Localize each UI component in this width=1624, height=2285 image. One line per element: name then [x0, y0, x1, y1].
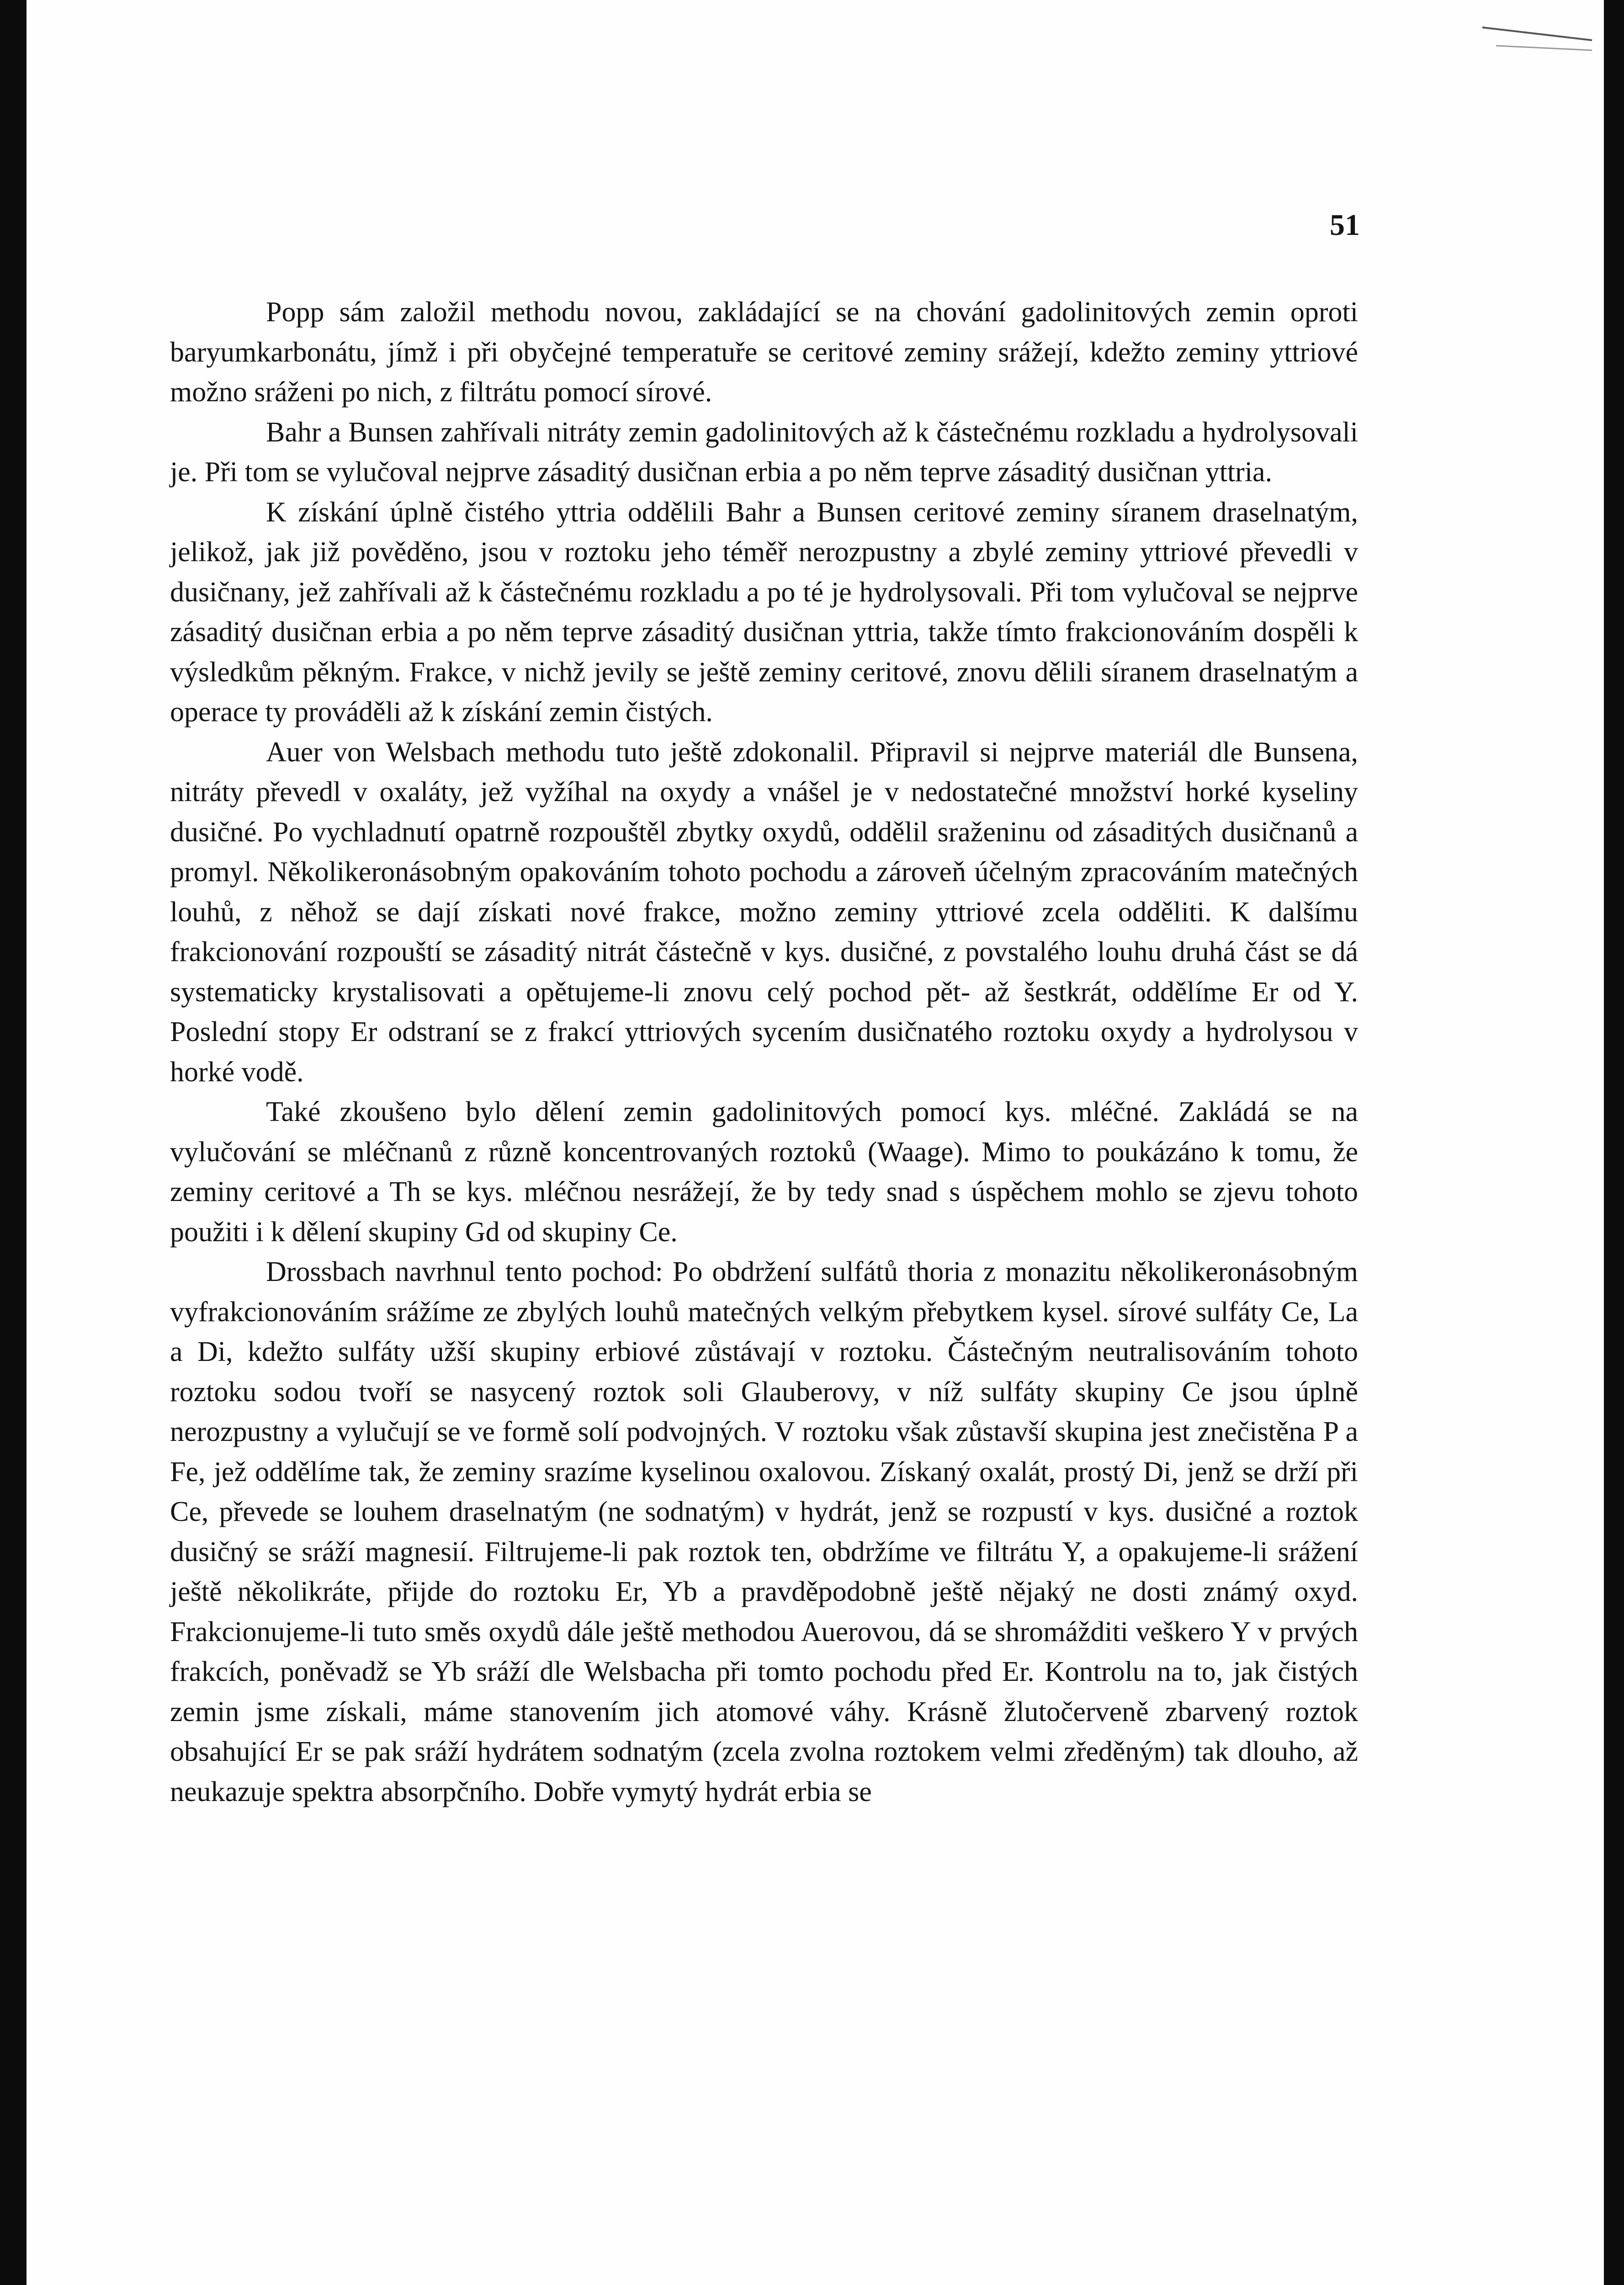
- page-number: 51: [1330, 208, 1360, 242]
- scan-border-right: [1604, 0, 1624, 2285]
- paragraph-popp: Popp sám založil methodu novou, zakládající se na chování gadolinitových zemin oproti baryumkarbonátu, jímž i při obyčejné temperatuře se ceritové zeminy srážejí, kdežto zeminy yttriové možno sráženi po nich, z filtrátu pomocí sírové.: [170, 297, 1358, 408]
- scan-border-left: [0, 0, 27, 2285]
- body-text: [170, 292, 1358, 1812]
- paragraph-bahr-bunsen: Bahr a Bunsen zahřívali nitráty zemin gadolinitových až k částečnému rozkladu a hydrolysovali je. Při tom se vylučoval nejprve zásaditý dusičnan erbia a po něm teprve zásaditý dusičnan yttria.: [170, 416, 1358, 488]
- scan-corner-mark: [1478, 18, 1597, 59]
- paragraph-lactic-acid: Také zkoušeno bylo dělení zemin gadolinitových pomocí kys. mléčné. Zakládá se na vylučování se mléčnanů z různě koncentrovaných roztoků (Waage). Mimo to poukázáno k tomu, že zeminy ceritové a Th se kys. mléčnou nesrážejí, že by tedy snad s úspěchem mohlo se zjevu tohoto použiti i k dělení skupiny Gd od skupiny Ce.: [170, 1096, 1358, 1248]
- paragraph-pure-yttrium: K získání úplně čistého yttria oddělili Bahr a Bunsen ceritové zeminy síranem draselnatým, jelikož, jak již pověděno, jsou v roztoku jeho téměř nerozpustny a zbylé zeminy yttriové převedli v dusičnany, jež zahřívali až k částečnému rozkladu a po té je hydrolysovali. Při tom vylučoval se nejprve zásaditý dusičnan erbia a po něm teprve zásaditý dusičnan yttria, takže tímto frakcionováním dospěli k výsledkům pěkným. Frakce, v nichž jevily se ještě zeminy ceritové, znovu dělili síranem draselnatým a operace ty prováděli až k získání zemin čistých.: [170, 496, 1358, 728]
- paragraph-auer-von-welsbach: Auer von Welsbach methodu tuto ještě zdokonalil. Připravil si nejprve materiál dle Bunsena, nitráty převedl v oxaláty, jež vyžíhal na oxydy a vnášel je v nedostatečné množství horké kyseliny dusičné. Po vychladnutí opatrně rozpouštěl zbytky oxydů, oddělil sraženinu od zásaditých dusičnanů a promyl. Několikeronásobným opakováním tohoto pochodu a zároveň účelným zpracováním matečných louhů, z něhož se dají získati nové frakce, možno zeminy yttriové zcela odděliti. K dalšímu frakcionování rozpouští se zásaditý nitrát částečně v kys. dusičné, z povstalého louhu druhá část se dá systematicky krystalisovati a opětujeme-li znovu celý pochod pět- až šestkrát, oddělíme Er od Y. Poslední stopy Er odstraní se z frakcí yttriových sycením dusičnatého roztoku oxydy a hydrolysou v horké vodě.: [170, 736, 1358, 1088]
- paragraph-drossbach: Drossbach navrhnul tento pochod: Po obdržení sulfátů thoria z monazitu několikeronásobným vyfrakcionováním srážíme ze zbylých louhů matečných velkým přebytkem kysel. sírové sulfáty Ce, La a Di, kdežto sulfáty užší skupiny erbiové zůstávají v roztoku. Částečným neutralisováním tohoto roztoku sodou tvoří se nasycený roztok soli Glauberovy, v níž sulfáty skupiny Ce jsou úplně nerozpustny a vylučují se ve formě solí podvojných. V roztoku však zůstavší skupina jest znečistěna P a Fe, jež oddělíme tak, že zeminy srazíme kyselinou oxalovou. Získaný oxalát, prostý Di, jenž se drží při Ce, převede se louhem draselnatým (ne sodnatým) v hydrát, jenž se rozpustí v kys. dusičné a roztok dusičný se sráží magnesií. Filtrujeme-li pak roztok ten, obdržíme ve filtrátu Y, a opakujeme-li srážení ještě několikráte, přijde do roztoku Er, Yb a pravděpodobně ještě nějaký ne dosti známý oxyd. Frakcionujeme-li tuto směs oxydů dále ještě methodou Auerovou, dá se shromážditi veškero Y v prvých frakcích, poněvadž se Yb sráží dle Welsbacha při tomto pochodu před Er. Kontrolu na to, jak čistých zemin jsme získali, máme stanovením jich atomové váhy. Krásně žlutočerveně zbarvený roztok obsahující Er se pak sráží hydrátem sodnatým (zcela zvolna roztokem velmi zředěným) tak dlouho, až neukazuje spektra absorpčního. Dobře vymytý hydrát erbia se: [170, 1256, 1358, 1807]
